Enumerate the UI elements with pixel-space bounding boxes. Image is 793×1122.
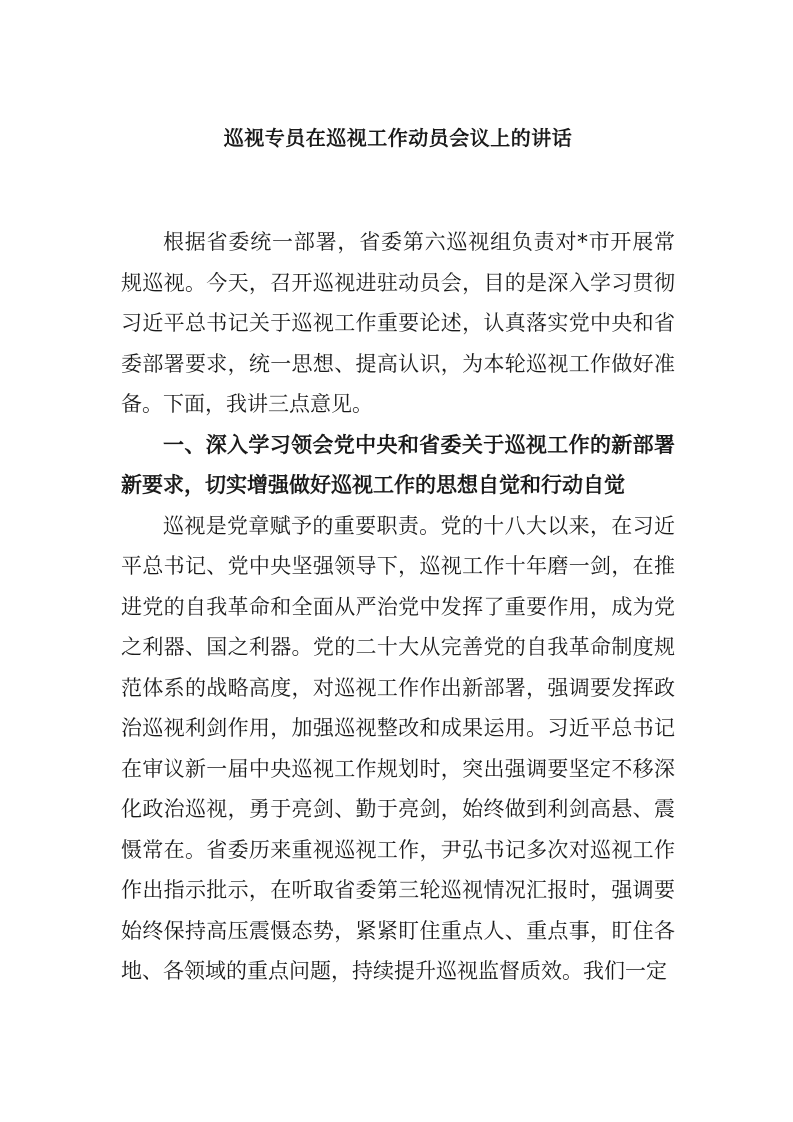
intro-paragraph: 根据省委统一部署，省委第六巡视组负责对*市开展常规巡视。今天，召开巡视进驻动员会，目的是深入学习贯彻习近平总书记关于巡视工作重要论述，认真落实党中央和省委部署要求，统一思想、提高认识，为本轮巡视工作做好准备。下面，我讲三点意见。 xyxy=(121,230,675,416)
section-heading: 一、深入学习领会党中央和省委关于巡视工作的新部署新要求，切实增强做好巡视工作的思想自觉和行动自觉 xyxy=(121,431,675,497)
section-paragraph: 巡视是党章赋予的重要职责。党的十八大以来，在习近平总书记、党中央坚强领导下，巡视工作十年磨一剑，在推进党的自我革命和全面从严治党中发挥了重要作用，成为党之利器、国之利器。党的二十大从完善党的自我革命制度规范体系的战略高度，对巡视工作作出新部署，强调要发挥政治巡视利剑作用，加强巡视整改和成果运用。习近平总书记在审议新一届中央巡视工作规划时，突出强调要坚定不移深化政治巡视，勇于亮剑、勤于亮剑，始终做到利剑高悬、震慑常在。省委历来重视巡视工作，尹弘书记多次对巡视工作作出指示批示，在听取省委第三轮巡视情况汇报时，强调要始终保持高压震慑态势，紧紧盯住重点人、重点事，盯住各地、各领域的重点问题，持续提升巡视监督质效。我们一定 xyxy=(121,513,675,983)
document-title: 巡视专员在巡视工作动员会议上的讲话 xyxy=(223,126,573,150)
